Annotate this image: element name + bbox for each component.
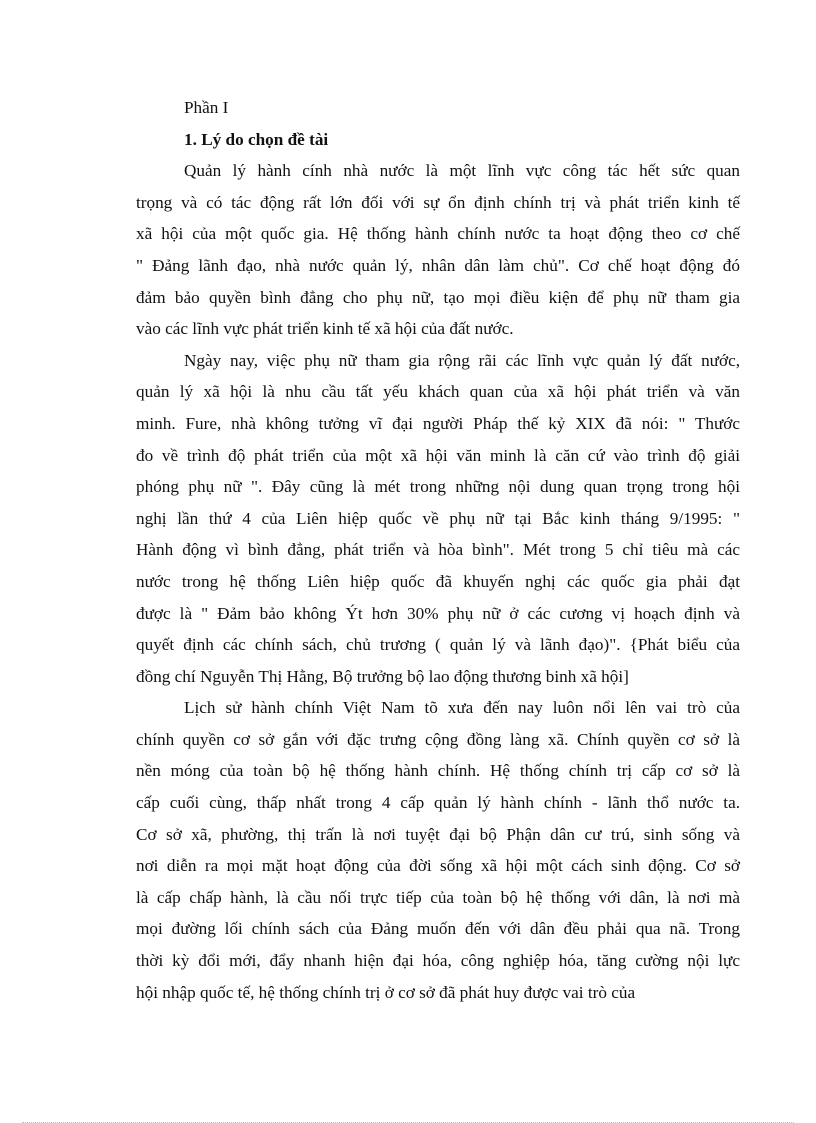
paragraph-line: phóng phụ nữ ". Đây cũng là mét trong những nội dung quan trọng trong hội [136, 477, 740, 497]
paragraph-line: trọng và có tác động rất lớn đối với sự ổn định chính trị và phát triển kinh tế [136, 192, 740, 212]
paragraph-3 [136, 692, 740, 1008]
paragraph-2 [136, 345, 740, 693]
paragraph-line: Quản lý hành cính nhà nước là một lĩnh vực công tác hết sức quan [184, 161, 740, 181]
paragraph-line: được là " Đảm bảo không Ýt hơn 30% phụ nữ ở các cương vị hoạch định và [136, 603, 740, 623]
paragraph-line: minh. Fure, nhà không tưởng vĩ đại người Pháp thế kỷ XIX đã nói: " Thước [136, 413, 740, 433]
paragraph-line: quản lý xã hội là nhu cầu tất yếu khách quan của xã hội phát triển và văn [136, 382, 740, 402]
paragraph-line: nền móng của toàn bộ hệ thống hành chính. Hệ thống chính trị cấp cơ sở là [136, 761, 740, 781]
paragraph-line: Ngày nay, việc phụ nữ tham gia rộng rãi các lĩnh vực quản lý đất nước, [184, 350, 740, 370]
paragraph-line: Lịch sử hành chính Việt Nam tõ xưa đến nay luôn nổi lên vai trò của [184, 698, 740, 718]
paragraph-line: nước trong hệ thống Liên hiệp quốc đã khuyến nghị các quốc gia phải đạt [136, 571, 740, 591]
paragraph-line: xã hội của một quốc gia. Hệ thống hành chính nước ta hoạt động theo cơ chế [136, 224, 740, 244]
part-title: Phần I [184, 98, 229, 117]
paragraph-line: " Đảng lãnh đạo, nhà nước quản lý, nhân dân làm chủ". Cơ chế hoạt động đó [136, 255, 740, 275]
paragraph-line: chính quyền cơ sở gắn với đặc trưng cộng đồng làng xã. Chính quyền cơ sở là [136, 729, 740, 749]
paragraph-line: mọi đường lối chính sách của Đảng muốn đến với dân đều phải qua nã. Trong [136, 919, 740, 939]
page-body [136, 92, 740, 1008]
paragraph-line: là cấp chấp hành, là cầu nối trực tiếp của toàn bộ hệ thống với dân, là nơi mà [136, 887, 740, 907]
paragraph-line: Cơ sở xã, phường, thị trấn là nơi tuyệt đại bộ Phận dân cư trú, sinh sống và [136, 824, 740, 844]
paragraph-line: Hành động vì bình đẳng, phát triển và hòa bình". Mét trong 5 chỉ tiêu mà các [136, 540, 740, 560]
paragraph-line: cấp cuối cùng, thấp nhất trong 4 cấp quản lý hành chính - lãnh thổ nước ta. [136, 793, 740, 813]
paragraph-line: quyết định các chính sách, chủ trương ( quản lý và lãnh đạo)". {Phát biểu của [136, 635, 740, 655]
paragraph-line: vào các lĩnh vực phát triển kinh tế xã hội của đất nước. [136, 319, 514, 339]
paragraph-line: đồng chí Nguyễn Thị Hằng, Bộ trưởng bộ lao động thương binh xã hội] [136, 666, 629, 686]
paragraph-line: đo về trình độ phát triển của một xã hội văn minh là căn cứ vào trình độ giải [136, 445, 740, 465]
paragraph-line: nghị lần thứ 4 của Liên hiệp quốc về phụ nữ tại Bắc kinh tháng 9/1995: " [136, 508, 740, 528]
paragraph-line: đảm bảo quyền bình đẳng cho phụ nữ, tạo mọi điều kiện để phụ nữ tham gia [136, 287, 740, 307]
paragraph-1 [136, 155, 740, 345]
paragraph-line: thời kỳ đổi mới, đẩy nhanh hiện đại hóa, công nghiệp hóa, tăng cường nội lực [136, 951, 740, 971]
paragraph-line: nơi diễn ra mọi mặt hoạt động của đời sống xã hội một cách sinh động. Cơ sở [136, 856, 740, 876]
section-heading: 1. Lý do chọn đề tài [184, 129, 329, 149]
paragraph-line: hội nhập quốc tế, hệ thống chính trị ở cơ sở đã phát huy được vai trò của [136, 982, 636, 1002]
